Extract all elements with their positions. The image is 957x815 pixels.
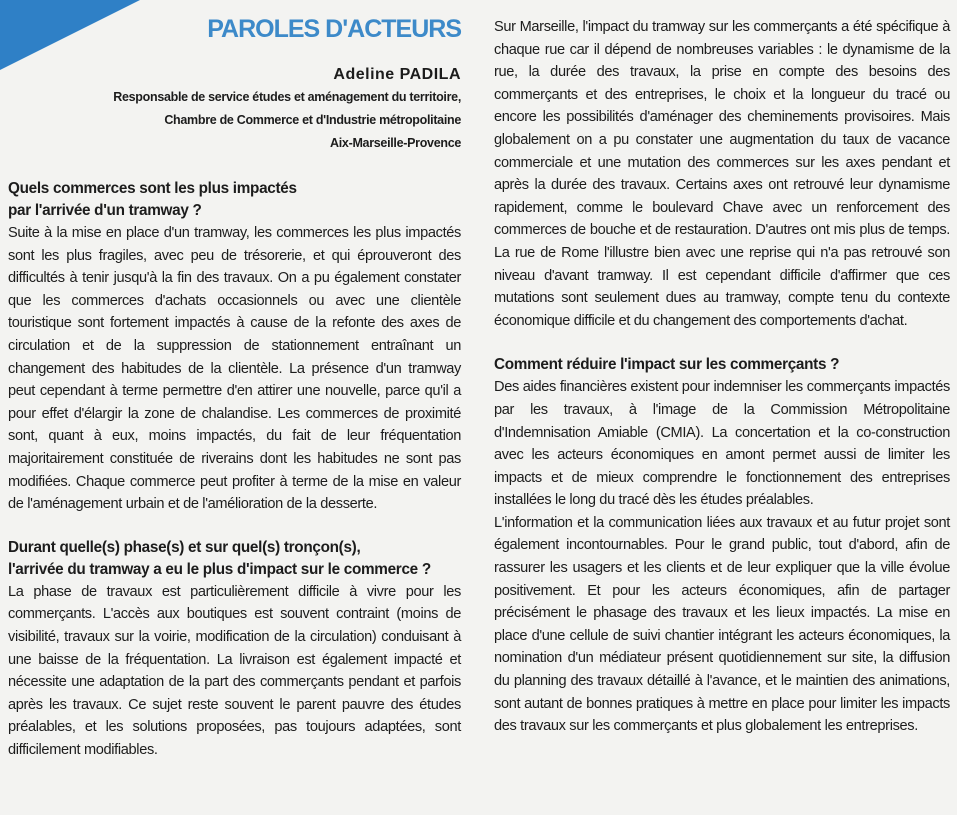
question-heading	[8, 178, 461, 222]
question-heading	[494, 354, 950, 376]
question-heading-line: l'arrivée du tramway a eu le plus d'impact sur le commerce ?	[8, 560, 431, 578]
left-column	[8, 0, 461, 761]
answer-paragraph: La phase de travaux est particulièrement difficile à vivre pour les commerçants. L'accès aux boutiques est souvent contraint (moins de visibilité, travaux sur la voirie, modification de la circulation) conduisant à une baisse de la fréquentation. La livraison est également impacté et nécessite une adaptation de la part des commerçants pendant et parfois après les travaux. Ce sujet reste souvent le parent pauvre des études préalables, et les solutions proposées, pas toujours adaptées, sont difficilement modifiables.	[8, 583, 461, 758]
author-organization-line: Chambre de Commerce et d'Industrie métropolitaine	[164, 113, 461, 127]
question-heading-line: Quels commerces sont les plus impactés	[8, 180, 297, 197]
answer-paragraph: Suite à la mise en place d'un tramway, les commerces les plus impactés sont les plus fragiles, avec peu de trésorerie, et qui éprouveront des difficultés à tenir jusqu'à la fin des travaux. On a pu également constater que les commerces d'achats occasionnels ou avec une clientèle touristique sont fortement impactés à cause de la refonte des axes de circulation et de la suppression de stationnement entraînant un changement des habitudes de la clientèle. La présence d'un tramway peut cependant à terme permettre d'en attirer une nouvelle, parce qu'il a pour effet d'élargir la zone de chalandise. Les commerces de proximité sont, quant à eux, moins impactés, du fait de leur fréquentation majoritairement constituée de riverains dont les habitudes ne sont pas modifiées. Chaque commerce peut profiter à terme de la mise en valeur de l'aménagement urbain et de l'amélioration de la desserte.	[8, 225, 461, 513]
rubric-title: PAROLES D'ACTEURS	[207, 15, 461, 43]
right-column	[494, 16, 950, 738]
question-heading	[8, 537, 461, 581]
question-heading-line: Durant quelle(s) phase(s) et sur quel(s) tronçon(s),	[8, 538, 361, 556]
author-name: Adeline PADILA	[333, 66, 461, 83]
answer-paragraph: Des aides financières existent pour indemniser les commerçants impactés par les travaux, à l'image de la Commission Métropolitaine d'Indemnisation Amiable (CMIA). La concertation et la co-construction avec les acteurs économiques en amont permet aussi de limiter les impacts et de mieux comprendre le fonctionnement des entreprises installées le long du tracé dès les études préalables.	[494, 379, 950, 509]
question-heading-line: Comment réduire l'impact sur les commerçants ?	[494, 356, 840, 374]
author-role-line: Responsable de service études et aménagement du territoire,	[113, 90, 461, 104]
question-heading-line: par l'arrivée d'un tramway ?	[8, 202, 202, 219]
answer-paragraph: Sur Marseille, l'impact du tramway sur les commerçants a été spécifique à chaque rue car il dépend de nombreuses variables : le dynamisme de la rue, la durée des travaux, la prise en compte des besoins des commerçants et des entreprises, le choix et la longueur du tracé ou encore les possibilités d'aménager des cheminements provisoires. Mais globalement on a pu constater une augmentation du taux de vacance commerciale et une mutation des commerces sur les axes pendant et après la durée des travaux. Certains axes ont retrouvé leur dynamisme rapidement, comme le boulevard Chave avec un renforcement des commerces de bouche et de restauration. D'autres ont mis plus de temps. La rue de Rome l'illustre bien avec une reprise qui n'a pas retrouvé son niveau d'avant tramway. Il est cependant difficile d'affirmer que ces mutations sont seulement dues au tramway, compte tenu du contexte économique difficile et du changement des comportements d'achat.	[494, 19, 950, 329]
author-location-line: Aix-Marseille-Provence	[330, 136, 461, 150]
answer-paragraph: L'information et la communication liées aux travaux et au futur projet sont également incontournables. Pour le grand public, tout d'abord, afin de rassurer les usagers et les clients et de leur expliquer que la ville évolue positivement. Et pour les acteurs économiques, afin de partager précisément le phasage des travaux et les lieux impactés. La mise en place d'une cellule de suivi chantier intégrant les acteurs économiques, la nomination d'un médiateur présent quotidiennement sur site, la diffusion du planning des travaux détaillé à l'avance, et le maintien des animations, sont autant de bonnes pratiques à mettre en place pour limiter les impacts des travaux sur les commerçants et plus globalement les entreprises.	[494, 514, 950, 735]
